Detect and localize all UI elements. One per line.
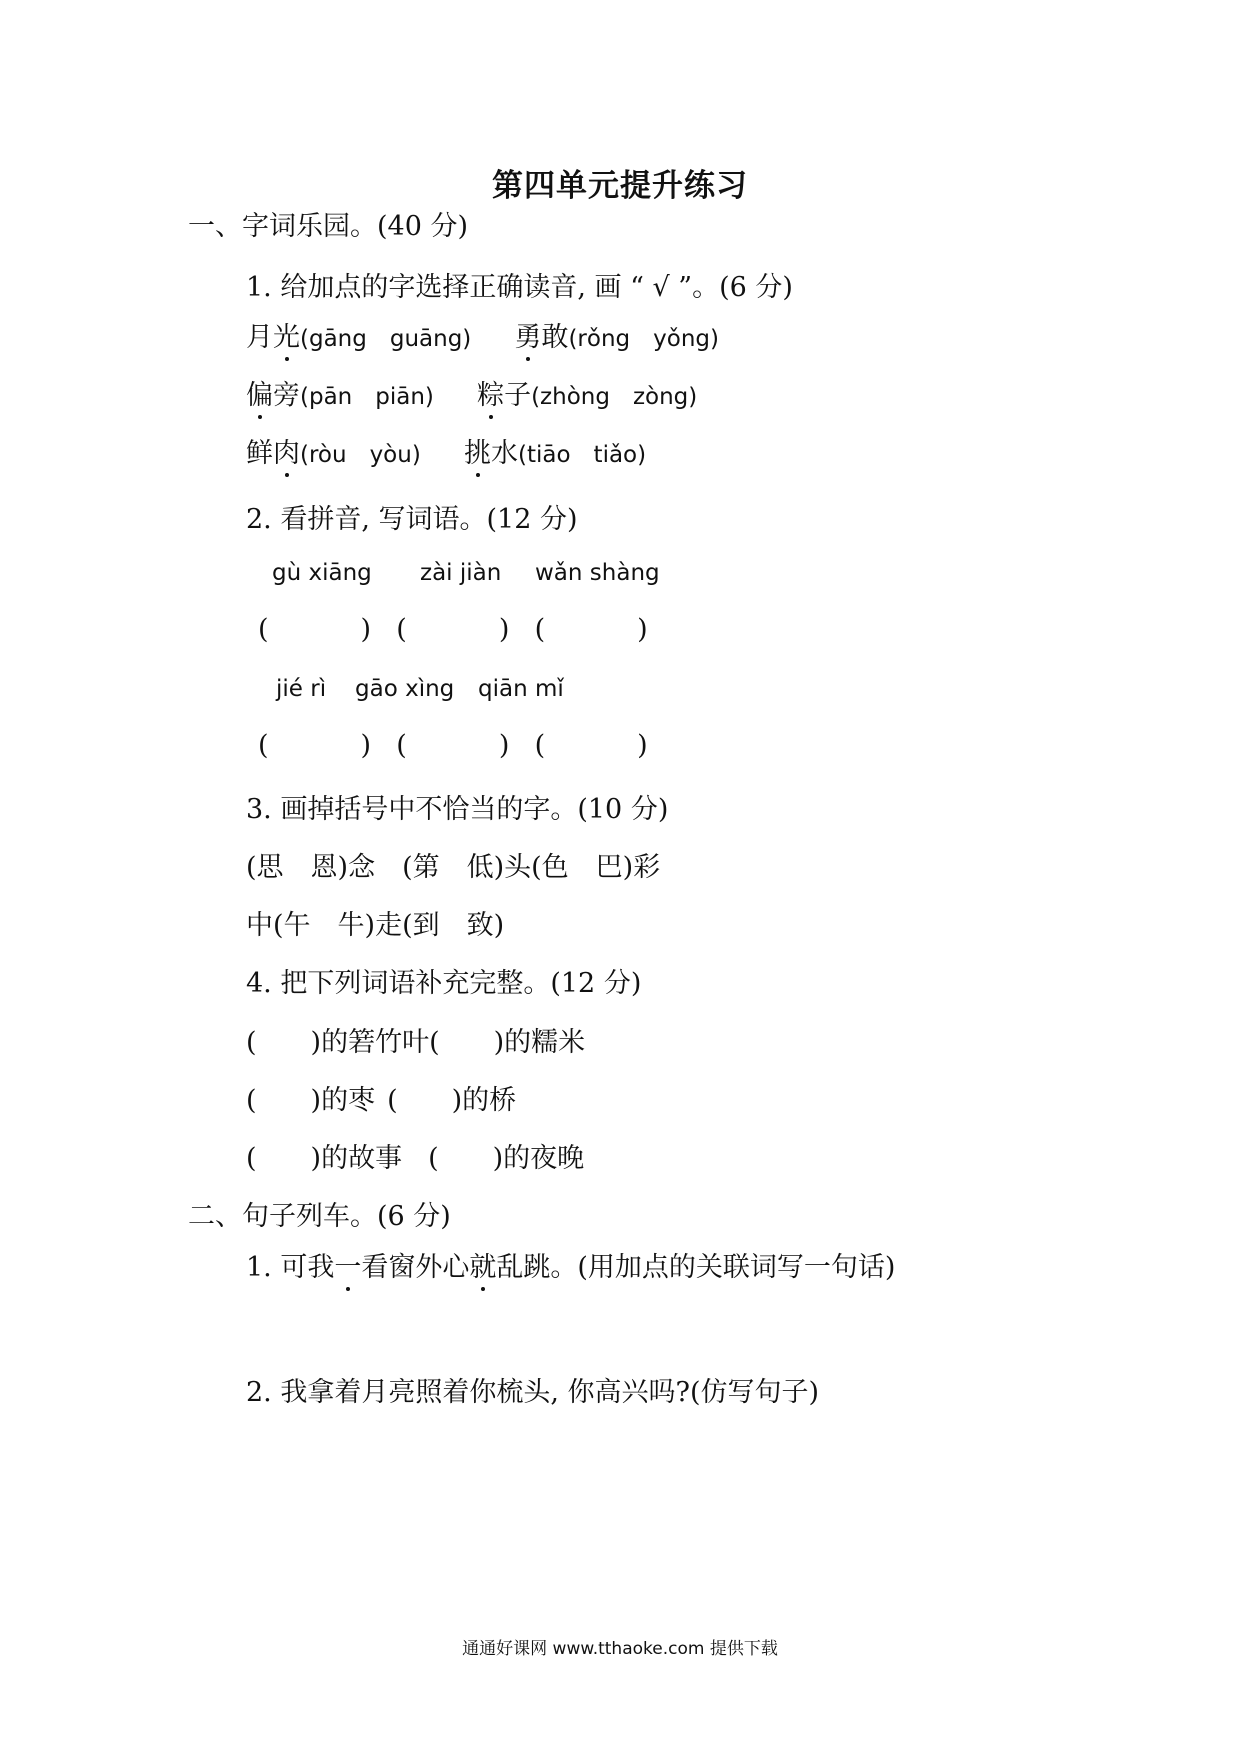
section-2-heading: 二、句子列车。(6 分)	[188, 1201, 451, 1232]
s2-q1: 1. 可我一看窗外心就乱跳。(用加点的关联词写一句话)	[246, 1245, 895, 1284]
fill-item[interactable]: ( )的夜晚	[428, 1143, 585, 1174]
q2-pinyin-3: wǎn shàng	[535, 560, 660, 586]
q1-item: 鲜肉(ròu yòu)	[246, 438, 421, 469]
q2-pinyin-5: gāo xìng	[355, 676, 455, 702]
q2-prompt: 2. 看拼音, 写词语。(12 分)	[246, 504, 578, 535]
q4-prompt: 4. 把下列词语补充完整。(12 分)	[246, 968, 642, 999]
q2-answer-row-1	[258, 614, 648, 645]
q1-row-3	[246, 431, 646, 470]
page-title: 第四单元提升练习	[492, 168, 748, 204]
s2-q2: 2. 我拿着月亮照着你梳头, 你高兴吗?(仿写句子)	[246, 1377, 820, 1408]
q1-row-1	[246, 315, 719, 354]
q1-item: 挑水(tiāo tiǎo)	[464, 438, 646, 469]
fill-item[interactable]: ( )的箬竹叶	[246, 1027, 430, 1058]
q2-pinyin-1: gù xiāng	[272, 560, 372, 586]
q2-pinyin-4: jié rì	[276, 676, 327, 702]
q4-row-2	[246, 1078, 516, 1117]
q1-prompt: 1. 给加点的字选择正确读音, 画 “ √ ”。(6 分)	[246, 272, 793, 303]
q3-prompt: 3. 画掉括号中不恰当的字。(10 分)	[246, 794, 669, 825]
q3-line-2: 中(午 牛)走(到 致)	[246, 910, 505, 941]
q1-row-2	[246, 373, 697, 412]
q2-answer-row-2	[258, 730, 648, 761]
q1-item: 月光(gāng guāng)	[246, 322, 471, 353]
fill-item[interactable]: ( )的枣	[246, 1085, 376, 1116]
answer-blank[interactable]: ( )	[396, 730, 510, 761]
q1-item: 粽子(zhòng zòng)	[477, 380, 697, 411]
answer-blank[interactable]: ( )	[258, 614, 372, 645]
q1-item: 勇敢(rǒng yǒng)	[514, 322, 719, 353]
q3-line-1: (思 恩)念 (第 低)头(色 巴)彩	[246, 852, 661, 883]
answer-blank[interactable]: ( )	[396, 614, 510, 645]
answer-blank[interactable]: ( )	[258, 730, 372, 761]
q2-pinyin-2: zài jiàn	[420, 560, 502, 586]
fill-item[interactable]: ( )的桥	[387, 1085, 517, 1116]
q1-item: 偏旁(pān piān)	[246, 380, 434, 411]
answer-blank[interactable]: ( )	[534, 730, 648, 761]
footer-text: 通通好课网 www.tthaoke.com 提供下载	[462, 1639, 778, 1659]
fill-item[interactable]: ( )的糯米	[429, 1027, 586, 1058]
answer-blank[interactable]: ( )	[534, 614, 648, 645]
fill-item[interactable]: ( )的故事	[246, 1143, 403, 1174]
q2-pinyin-6: qiān mǐ	[478, 676, 564, 702]
q4-row-1	[246, 1020, 585, 1059]
q4-row-3	[246, 1136, 584, 1175]
section-1-heading: 一、字词乐园。(40 分)	[188, 211, 469, 242]
